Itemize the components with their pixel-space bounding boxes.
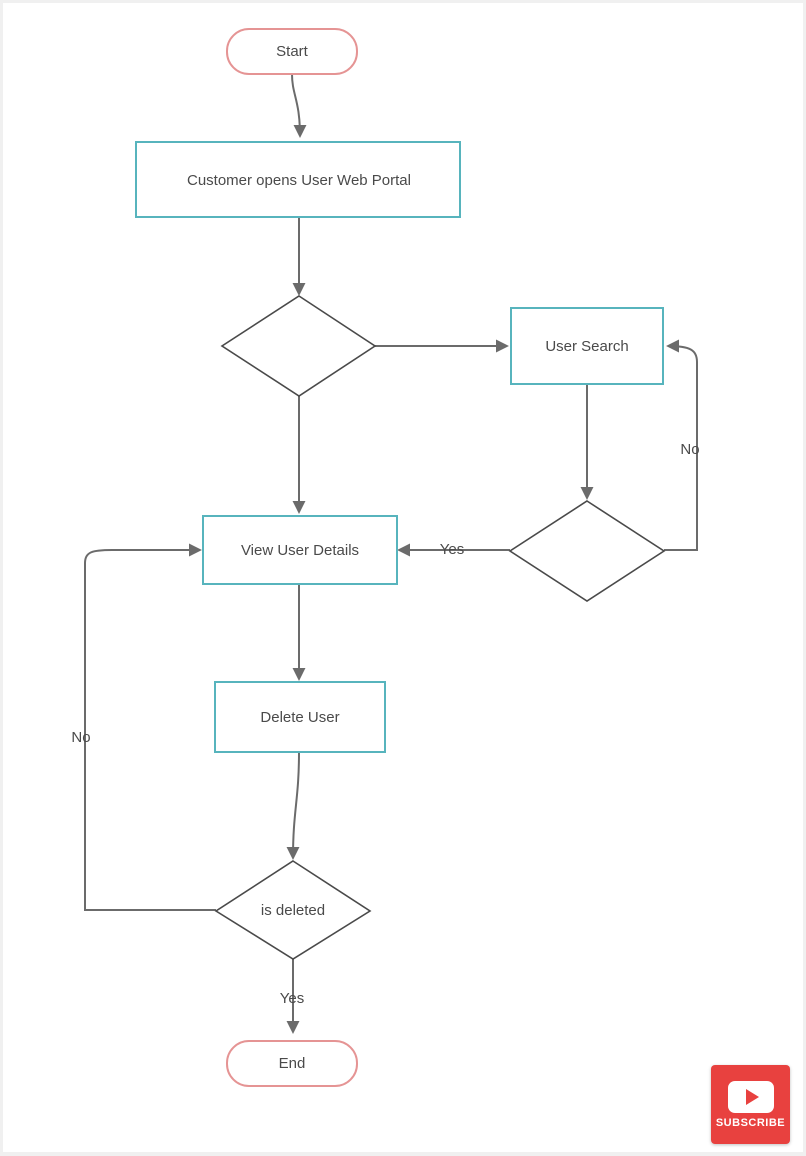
node-is-deleted-label: is deleted [260,901,326,919]
node-view-user-details[interactable] [203,516,397,584]
edge-label-no-search-loop: No [680,440,700,458]
edge-decision3-no-to-view-user-details [85,550,216,910]
node-portal-label: Customer opens User Web Portal [187,171,411,189]
subscribe-label: SUBSCRIBE [715,1116,786,1129]
node-view-user-details-label: View User Details [240,541,360,559]
node-start-label: Start [276,42,308,60]
subscribe-watermark[interactable] [711,1065,790,1144]
node-end-label: End [278,1054,306,1072]
edge-label-yes-to-end: Yes [279,989,305,1007]
node-user-search-label: User Search [545,337,629,355]
edge-delete-user-to-decision3 [293,752,299,858]
youtube-play-icon [728,1081,774,1113]
node-customer-opens-user-web-portal[interactable] [136,142,460,217]
node-is-deleted[interactable] [216,861,370,959]
edge-label-yes-to-view: Yes [439,540,465,558]
node-end[interactable] [227,1041,357,1086]
node-decision-1[interactable] [222,296,375,396]
node-user-search[interactable] [511,308,663,384]
node-delete-user-label: Delete User [260,708,340,726]
edge-label-no-back-to-view: No [71,728,91,746]
edge-start-to-portal [292,74,300,136]
node-start[interactable] [227,29,357,74]
node-decision-2[interactable] [510,501,664,601]
node-delete-user[interactable] [215,682,385,752]
